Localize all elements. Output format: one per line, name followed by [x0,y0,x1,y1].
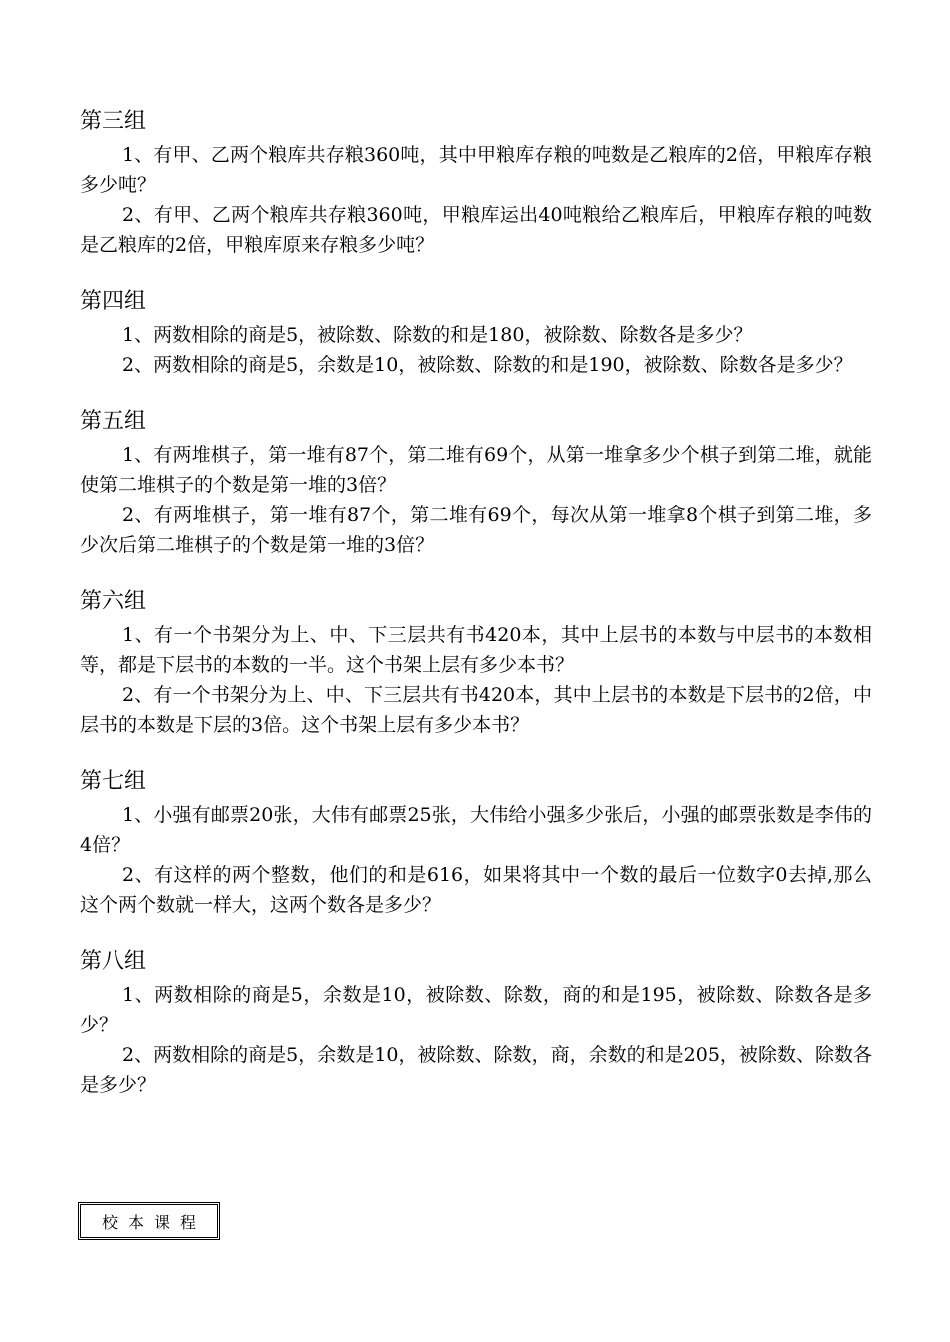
question-2: 2、有一个书架分为上、中、下三层共有书420本，其中上层书的本数是下层书的2倍，中层书的本数是下层的3倍。这个书架上层有多少本书？ [80,684,872,736]
question-1: 1、有两堆棋子，第一堆有87个，第二堆有69个，从第一堆拿多少个棋子到第二堆，就能使第二堆棋子的个数是第一堆的3倍？ [80,444,872,496]
question-1: 1、两数相除的商是5，被除数、除数的和是180，被除数、除数各是多少？ [122,324,753,346]
question-1: 1、两数相除的商是5，余数是10，被除数、除数，商的和是195，被除数、除数各是多少？ [80,984,872,1036]
group-title: 第八组 [80,949,147,974]
course-stamp-label: 校本课程 [101,1212,206,1232]
question-2: 2、两数相除的商是5，余数是10，被除数、除数的和是190，被除数、除数各是多少？ [122,354,853,376]
question-2: 2、有两堆棋子，第一堆有87个，第二堆有69个，每次从第一堆拿8个棋子到第二堆，多少次后第二堆棋子的个数是第一堆的3倍？ [80,504,872,556]
group-5 [80,404,872,560]
question-2: 2、有甲、乙两个粮库共存粮360吨，甲粮库运出40吨粮给乙粮库后，甲粮库存粮的吨数是乙粮库的2倍，甲粮库原来存粮多少吨？ [80,204,872,256]
group-8 [80,944,872,1100]
question-1: 1、小强有邮票20张，大伟有邮票25张，大伟给小强多少张后，小强的邮票张数是李伟的4倍？ [80,804,872,856]
course-stamp [78,1202,220,1240]
group-title: 第三组 [80,109,147,134]
group-4 [80,284,872,380]
group-title: 第六组 [80,589,147,614]
group-title: 第四组 [80,289,147,314]
group-title: 第七组 [80,769,147,794]
question-1: 1、有一个书架分为上、中、下三层共有书420本，其中上层书的本数与中层书的本数相等，都是下层书的本数的一半。这个书架上层有多少本书？ [80,624,872,676]
question-1: 1、有甲、乙两个粮库共存粮360吨，其中甲粮库存粮的吨数是乙粮库的2倍，甲粮库存粮多少吨？ [80,144,872,196]
group-6 [80,584,872,740]
question-2: 2、有这样的两个整数，他们的和是616，如果将其中一个数的最后一位数字0去掉,那么这个两个数就一样大，这两个数各是多少？ [80,864,872,916]
group-7 [80,764,872,920]
question-2: 2、两数相除的商是5，余数是10，被除数、除数，商，余数的和是205，被除数、除数各是多少？ [80,1044,872,1096]
group-3 [80,104,872,260]
document-body [80,104,872,1124]
group-title: 第五组 [80,409,147,434]
